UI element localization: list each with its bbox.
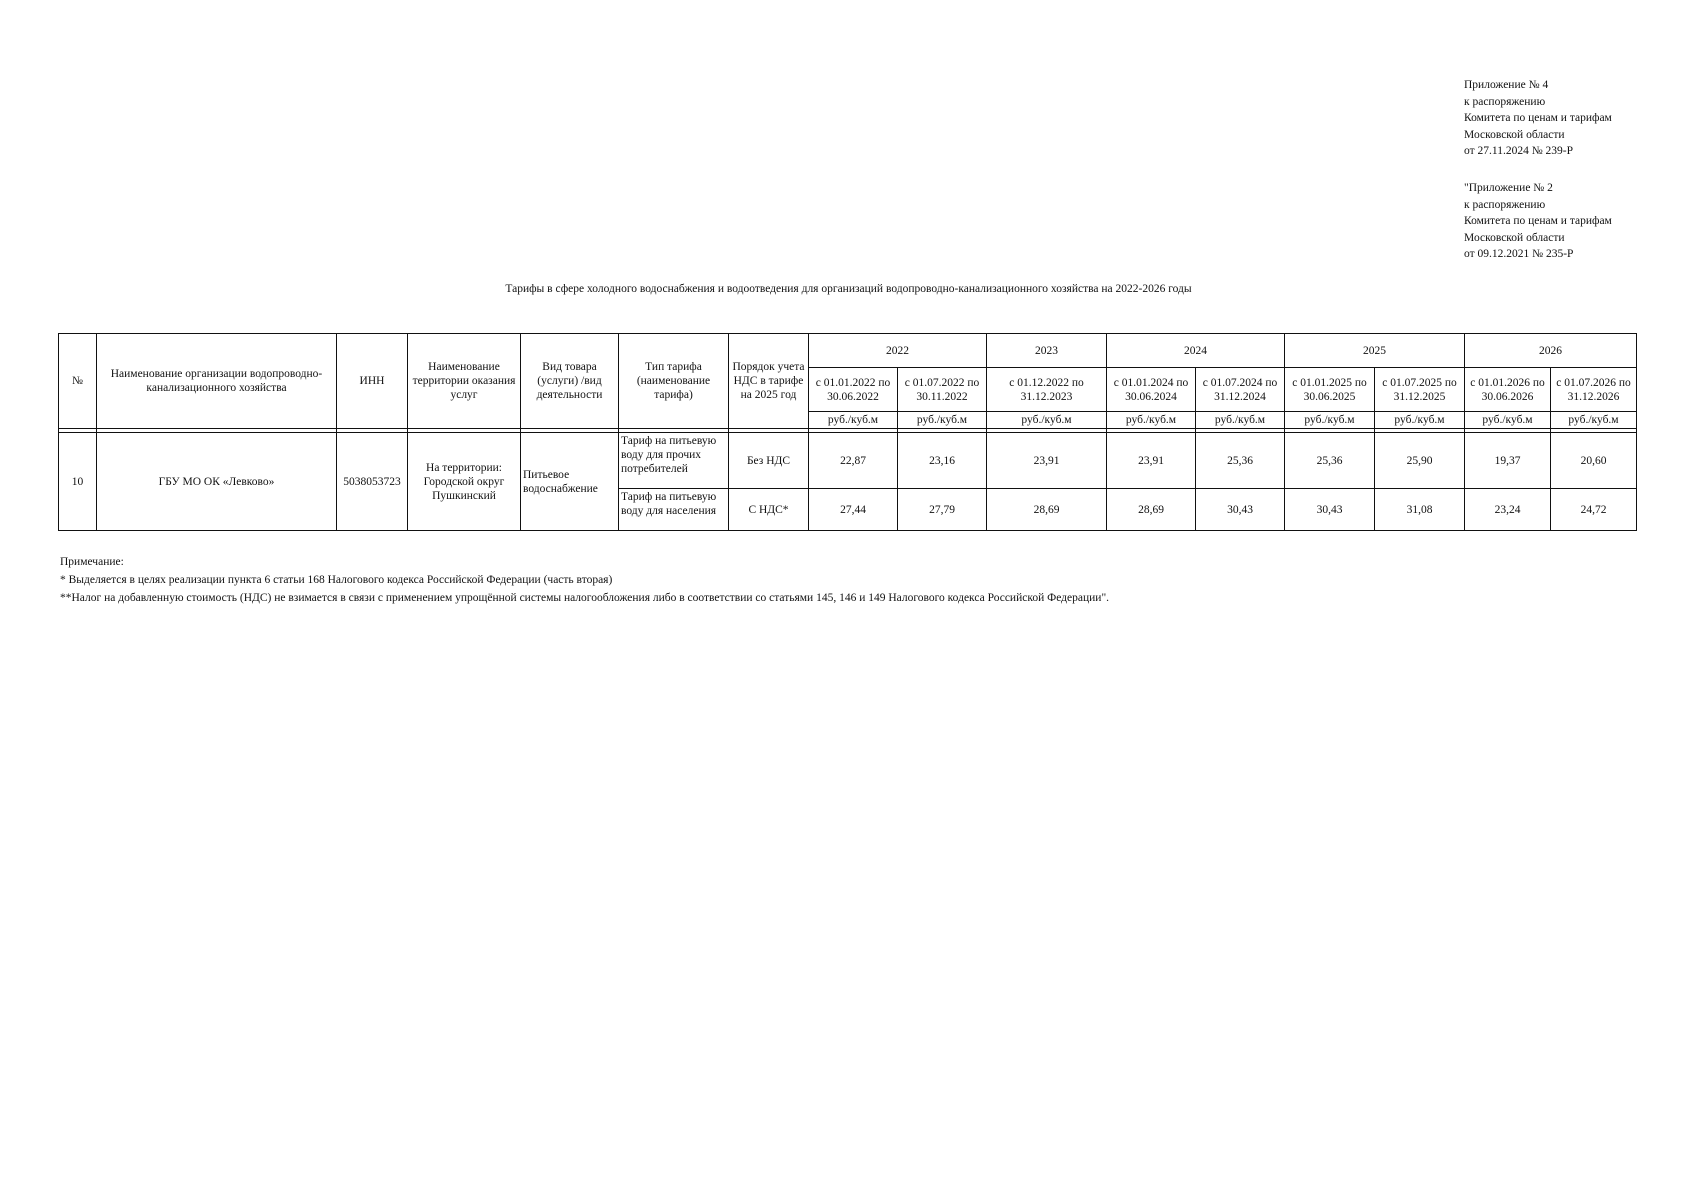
annex-line: от 09.12.2021 № 235-Р <box>1464 248 1574 260</box>
header-territory: Наименование территории оказания услуг <box>408 334 521 429</box>
tariff-value: 28,69 <box>987 489 1107 531</box>
tariff-value: 19,37 <box>1465 433 1551 489</box>
tariff-value: 25,36 <box>1196 433 1285 489</box>
header-unit: руб./куб.м <box>1107 412 1196 429</box>
annex-line: "Приложение № 2 <box>1464 182 1553 194</box>
notes-heading: Примечание: <box>60 556 124 568</box>
tariff-value: 27,44 <box>809 489 898 531</box>
tariff-value: 24,72 <box>1551 489 1637 531</box>
tariff-value: 23,24 <box>1465 489 1551 531</box>
header-period: с 01.07.2024 по 31.12.2024 <box>1196 368 1285 412</box>
header-period: с 01.01.2022 по 30.06.2022 <box>809 368 898 412</box>
row-tariff-type: Тариф на питьевую воду для прочих потребителей <box>619 433 729 489</box>
row-org-name: ГБУ МО ОК «Левково» <box>97 433 337 531</box>
header-org-name: Наименование организации водопроводно-канализационного хозяйства <box>97 334 337 429</box>
tariff-table <box>58 333 1637 531</box>
header-period: с 01.07.2026 по 31.12.2026 <box>1551 368 1637 412</box>
tariff-value: 23,91 <box>987 433 1107 489</box>
header-period: с 01.07.2022 по 30.11.2022 <box>898 368 987 412</box>
header-period: с 01.12.2022 по 31.12.2023 <box>987 368 1107 412</box>
tariff-value: 28,69 <box>1107 489 1196 531</box>
header-year-2022: 2022 <box>809 334 987 368</box>
header-inn: ИНН <box>337 334 408 429</box>
header-unit: руб./куб.м <box>1196 412 1285 429</box>
tariff-value: 31,08 <box>1375 489 1465 531</box>
tariff-value: 25,90 <box>1375 433 1465 489</box>
header-unit: руб./куб.м <box>898 412 987 429</box>
header-year-2023: 2023 <box>987 334 1107 368</box>
row-tariff-type: Тариф на питьевую воду для населения <box>619 489 729 531</box>
header-year-2025: 2025 <box>1285 334 1465 368</box>
tariff-value: 22,87 <box>809 433 898 489</box>
header-activity: Вид товара (услуги) /вид деятельности <box>521 334 619 429</box>
annex-line: Московской области <box>1464 231 1565 244</box>
document-title: Тарифы в сфере холодного водоснабжения и водоотведения для организаций водопроводно-канализационного хозяйства на 2022-2026 годы <box>505 283 1192 295</box>
header-num: № <box>59 334 97 429</box>
header-period: с 01.01.2025 по 30.06.2025 <box>1285 368 1375 412</box>
header-unit: руб./куб.м <box>1285 412 1375 429</box>
header-unit: руб./куб.м <box>1375 412 1465 429</box>
header-period: с 01.01.2024 по 30.06.2024 <box>1107 368 1196 412</box>
tariff-value: 27,79 <box>898 489 987 531</box>
tariff-value: 23,91 <box>1107 433 1196 489</box>
header-unit: руб./куб.м <box>809 412 898 429</box>
annex-line: к распоряжению <box>1464 198 1546 211</box>
header-vat-order: Порядок учета НДС в тарифе на 2025 год <box>729 334 809 429</box>
row-territory: На территории: Городской округ Пушкинский <box>408 433 521 531</box>
header-year-2024: 2024 <box>1107 334 1285 368</box>
note-item: * Выделяется в целях реализации пункта 6 статьи 168 Налогового кодекса Российской Федерации (часть вторая) <box>60 574 613 586</box>
annex-line: Комитета по ценам и тарифам <box>1464 112 1612 124</box>
annex-reference-original <box>1464 180 1674 263</box>
annex-line: от 27.11.2024 № 239-Р <box>1464 145 1574 157</box>
annex-reference-current <box>1464 77 1674 160</box>
header-tariff-type: Тип тарифа (наименование тарифа) <box>619 334 729 429</box>
row-inn: 5038053723 <box>337 433 408 531</box>
tariff-value: 30,43 <box>1285 489 1375 531</box>
annex-line: Московской области <box>1464 128 1565 141</box>
tariff-value: 30,43 <box>1196 489 1285 531</box>
row-vat-order: С НДС* <box>729 489 809 531</box>
header-unit: руб./куб.м <box>1551 412 1637 429</box>
annex-line: к распоряжению <box>1464 95 1546 108</box>
row-activity: Питьевое водоснабжение <box>521 433 619 531</box>
row-num: 10 <box>59 433 97 531</box>
header-period: с 01.01.2026 по 30.06.2026 <box>1465 368 1551 412</box>
header-year-2026: 2026 <box>1465 334 1637 368</box>
tariff-value: 23,16 <box>898 433 987 489</box>
note-item: **Налог на добавленную стоимость (НДС) не взимается в связи с применением упрощённой системы налогообложения либо в соответствии со статьями 145, 146 и 149 Налогового кодекса Российской Федерации". <box>60 592 1110 604</box>
tariff-value: 20,60 <box>1551 433 1637 489</box>
header-period: с 01.07.2025 по 31.12.2025 <box>1375 368 1465 412</box>
annex-line: Приложение № 4 <box>1464 79 1549 91</box>
row-vat-order: Без НДС <box>729 433 809 489</box>
table-row <box>59 433 1637 489</box>
header-unit: руб./куб.м <box>987 412 1107 429</box>
tariff-value: 25,36 <box>1285 433 1375 489</box>
header-unit: руб./куб.м <box>1465 412 1551 429</box>
notes-section <box>60 553 1109 607</box>
annex-line: Комитета по ценам и тарифам <box>1464 215 1612 227</box>
